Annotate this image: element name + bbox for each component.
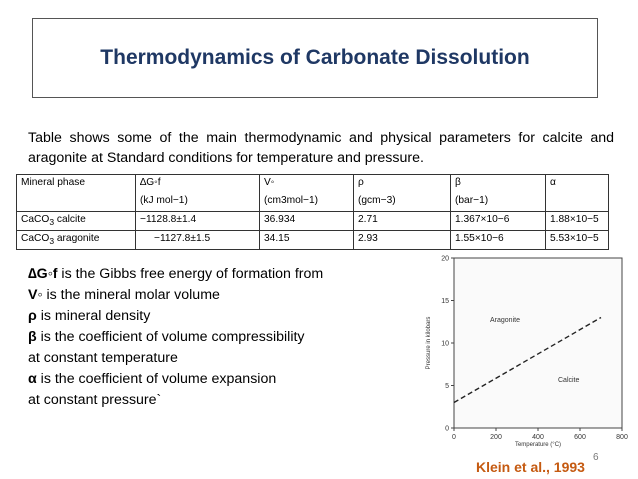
intro-paragraph: Table shows some of the main thermodynamic and physical parameters for calcite and aragonite at Standard conditions for temperature and pressure.: [28, 130, 614, 166]
definition-beta-cont: at constant temperature: [28, 350, 178, 366]
y-axis-label: Pressure in kilobars: [426, 316, 432, 370]
cell-density: 2.71: [354, 212, 451, 231]
cell-mineral: CaCO$_3$ calcite: [17, 212, 136, 231]
definition-beta: β is the coefficient of volume compressibility: [28, 329, 305, 345]
y-tick-label: 10: [441, 340, 449, 348]
cell-alpha: 5.53×10−5: [546, 231, 609, 250]
y-tick-label: 15: [441, 298, 449, 305]
y-ticks: [441, 256, 454, 433]
cell-alpha: 1.88×10−5: [546, 212, 609, 231]
x-tick-label: 800: [616, 434, 628, 441]
y-tick-label: 5: [445, 383, 449, 390]
header-volume-unit: (cm3mol−1): [260, 193, 354, 212]
table-header-row-top: [17, 175, 609, 194]
cell-beta: 1.367×10−6: [451, 212, 546, 231]
table-header-row-units: [17, 193, 609, 212]
plot-frame: [454, 258, 622, 428]
phase-diagram: [420, 248, 630, 448]
cell-density: 2.93: [354, 231, 451, 250]
header-gibbs: ∆G◦f: [136, 175, 260, 194]
x-tick-label: 0: [452, 434, 456, 441]
header-beta: β: [451, 175, 546, 194]
header-mineral-unit: [17, 193, 136, 212]
definition-volume: V◦ is the mineral molar volume: [28, 287, 220, 303]
y-tick-label: 0: [445, 425, 449, 433]
header-alpha-unit: [546, 193, 609, 212]
header-beta-unit: (bar−1): [451, 193, 546, 212]
cell-volume: 34.15: [260, 231, 354, 250]
header-volume: V◦: [260, 175, 354, 194]
y-tick-label: 20: [441, 255, 449, 263]
region-aragonite-label: Aragonite: [490, 317, 520, 324]
x-ticks: [452, 428, 628, 441]
header-alpha: α: [546, 175, 609, 194]
table-row: [17, 231, 609, 250]
header-density: ρ: [354, 175, 451, 194]
cell-gibbs: −1128.8±1.4: [136, 212, 260, 231]
x-axis-label: Temperature (°C): [514, 442, 562, 448]
cell-gibbs: −1127.8±1.5: [136, 231, 260, 250]
x-tick-label: 600: [574, 434, 586, 441]
table-row: [17, 212, 609, 231]
cell-mineral: CaCO$_3$ aragonite: [17, 231, 136, 250]
definition-density: ρ is mineral density: [28, 308, 151, 324]
header-density-unit: (gcm−3): [354, 193, 451, 212]
definition-alpha: α is the coefficient of volume expansion: [28, 371, 277, 387]
x-tick-label: 200: [490, 434, 502, 441]
definition-alpha-cont: at constant pressure`: [28, 392, 162, 408]
cell-volume: 36.934: [260, 212, 354, 231]
parameters-table: [16, 174, 609, 250]
region-calcite-label: Calcite: [558, 377, 580, 384]
title-box: [32, 18, 598, 98]
slide-title: Thermodynamics of Carbonate Dissolution: [100, 46, 530, 69]
header-gibbs-unit: (kJ mol−1): [136, 193, 260, 212]
definition-gibbs: ∆G◦f is the Gibbs free energy of formation from: [28, 266, 324, 282]
citation: Klein et al., 1993: [476, 459, 585, 475]
x-tick-label: 400: [532, 434, 544, 441]
definitions-list: [28, 264, 418, 411]
header-mineral-phase: Mineral phase: [17, 175, 136, 194]
page-number: 6: [593, 452, 599, 463]
cell-beta: 1.55×10−6: [451, 231, 546, 250]
